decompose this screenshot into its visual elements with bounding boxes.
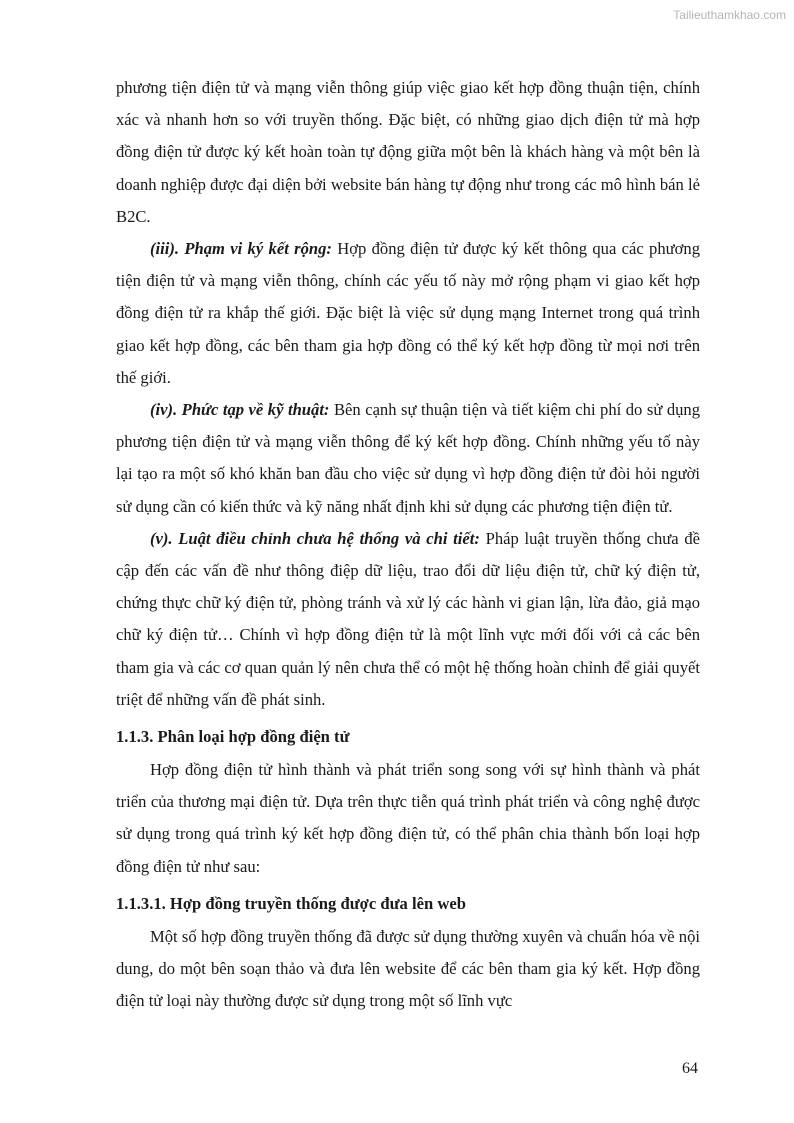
section-heading-classification: 1.1.3. Phân loại hợp đồng điện tử [116, 727, 350, 747]
paragraph-law [116, 523, 700, 716]
paragraph-lead-law: (v). Luật điều chỉnh chưa hệ thống và chi tiết: [150, 528, 480, 548]
paragraph-body-law: Pháp luật truyền thống chưa đề cập đến các vấn đề như thông điệp dữ liệu, trao đổi dữ liệu điện tử, chữ ký điện tử, chứng thực chữ ký điện tử, phòng tránh và xử lý các hành vi gian lận, lừa đảo, giả mạo chữ ký điện tử… Chính vì hợp đồng điện tử là một lĩnh vực mới đối với cả các bên tham gia và các cơ quan quản lý nên chưa thể có một hệ thống hoàn chỉnh để giải quyết triệt để những vấn đề phát sinh. [116, 528, 700, 709]
paragraph-lead-scope: (iii). Phạm vi ký kết rộng: [150, 239, 332, 259]
section-heading-traditional-web: 1.1.3.1. Hợp đồng truyền thống được đưa lên web [116, 893, 466, 913]
page-number: 64 [682, 1060, 698, 1077]
paragraph-technical [116, 394, 700, 523]
paragraph-continuation: phương tiện điện tử và mạng viễn thông giúp việc giao kết hợp đồng thuận tiện, chính xác và nhanh hơn so với truyền thống. Đặc biệt, có những giao dịch điện tử mà hợp đồng điện tử được ký kết hoàn toàn tự động giữa một bên là khách hàng và một bên là doanh nghiệp được đại diện bởi website bán hàng tự động như trong các mô hình bán lẻ B2C. [116, 78, 700, 226]
paragraph-traditional-web: Một số hợp đồng truyền thống đã được sử dụng thường xuyên và chuẩn hóa về nội dung, do một bên soạn thảo và đưa lên website để các bên tham gia ký kết. Hợp đồng điện tử loại này thường được sử dụng trong một số lĩnh vực [116, 926, 700, 1011]
paragraph-classification: Hợp đồng điện tử hình thành và phát triển song song với sự hình thành và phát triển của thương mại điện tử. Dựa trên thực tiễn quá trình phát triển và công nghệ được sử dụng trong quá trình ký kết hợp đồng điện tử, có thể phân chia thành bốn loại hợp đồng điện tử như sau: [116, 760, 700, 876]
paragraph-scope [116, 233, 700, 394]
paragraph-body-technical: Bên cạnh sự thuận tiện và tiết kiệm chi phí do sử dụng phương tiện điện tử và mạng viễn thông để ký kết hợp đồng. Chính những yếu tố này lại tạo ra một số khó khăn ban đầu cho việc sử dụng vì hợp đồng điện tử đòi hỏi người sử dụng cần có kiến thức và kỹ năng nhất định khi sử dụng các phương tiện điện tử. [116, 400, 701, 516]
paragraph-body-scope: Hợp đồng điện tử được ký kết thông qua các phương tiện điện tử và mạng viễn thông, chính các yếu tố này mở rộng phạm vi giao kết hợp đồng điện tử ra khắp thế giới. Đặc biệt là việc sử dụng mạng Internet trong quá trình giao kết hợp đồng, các bên tham gia hợp đồng có thể ký kết hợp đồng từ mọi nơi trên thế giới. [116, 239, 701, 387]
watermark-text: Tailieuthamkhao.com [673, 8, 786, 22]
paragraph-lead-technical: (iv). Phức tạp về kỹ thuật: [150, 400, 330, 420]
document-body [116, 72, 700, 1017]
